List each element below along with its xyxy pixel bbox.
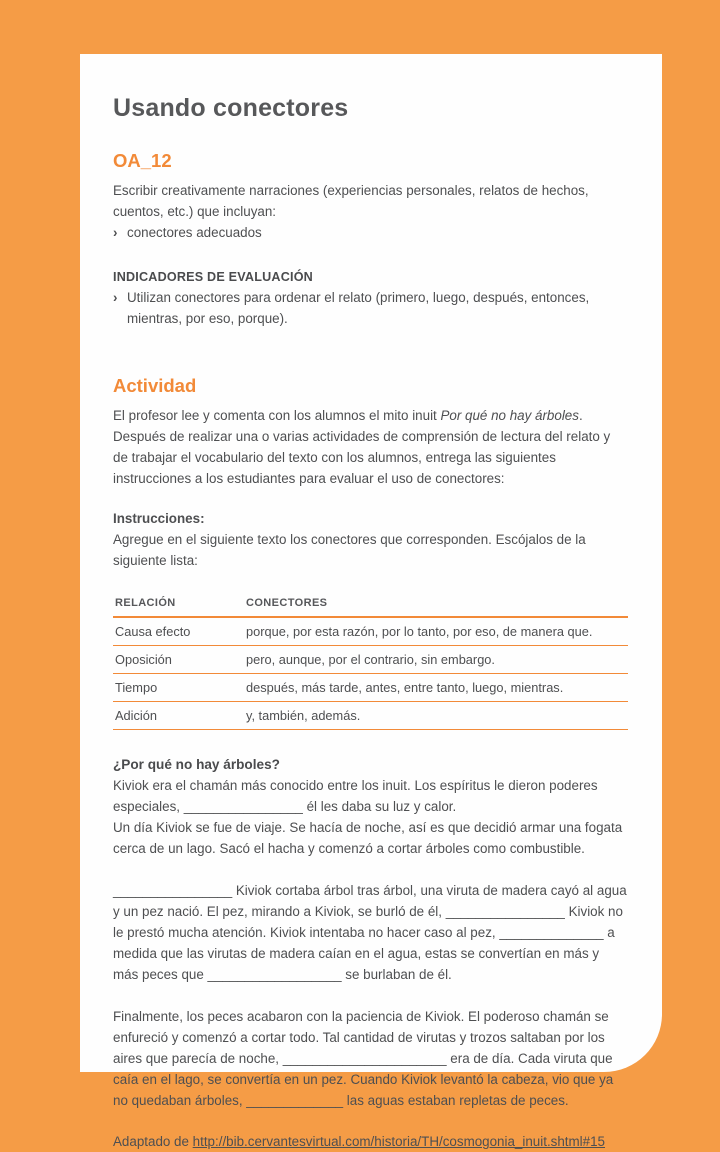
section-indicadores — [113, 270, 628, 329]
instrucciones-label: Instrucciones: — [113, 511, 205, 526]
cell-relacion: Adición — [113, 702, 244, 730]
actividad-intro: El profesor lee y comenta con los alumnos el mito inuit Por qué no hay árboles. Después de realizar una o varias actividades de comprensión de lectura del relato y de trabajar el vocabulario del texto con los alumnos, entrega las siguientes instrucciones a los estudiantes para evaluar el uso de conectores: — [113, 408, 611, 486]
cell-relacion: Tiempo — [113, 674, 244, 702]
table-header-row — [113, 591, 628, 617]
section-actividad — [113, 375, 628, 489]
page-title: Usando conectores — [113, 94, 349, 122]
connectors-table — [113, 591, 628, 730]
bullet-icon: › — [113, 290, 118, 305]
story-paragraph-1: Kiviok era el chamán más conocido entre los inuit. Los espíritus le dieron poderes especiales, ________________ él les daba su luz y calor. — [113, 778, 598, 814]
table-row — [113, 674, 628, 702]
oa-bullet-item — [113, 222, 628, 243]
section-oa — [113, 150, 628, 243]
oa-intro: Escribir creativamente narraciones (experiencias personales, relatos de hechos, cuentos, etc.) que incluyan: — [113, 183, 589, 219]
indicadores-bullet-item — [113, 287, 628, 329]
cell-relacion: Oposición — [113, 646, 244, 674]
story-title: ¿Por qué no hay árboles? — [113, 757, 280, 772]
indicadores-bullet-text: Utilizan conectores para ordenar el relato (primero, luego, después, entonces, mientras, por eso, porque). — [127, 290, 590, 326]
cell-conectores: y, también, además. — [244, 702, 628, 730]
source-prefix: Adaptado de — [113, 1134, 193, 1149]
actividad-heading: Actividad — [113, 375, 197, 396]
story-paragraph-2: Un día Kiviok se fue de viaje. Se hacía de noche, así es que decidió armar una fogata cerca de un lago. Sacó el hacha y comenzó a cortar árboles como combustible. — [113, 820, 623, 856]
instrucciones-block — [113, 508, 628, 571]
source-line — [113, 1131, 628, 1152]
worksheet-page — [80, 54, 662, 1149]
bullet-icon: › — [113, 225, 118, 240]
story-paragraph-3: ________________ Kiviok cortaba árbol tras árbol, una viruta de madera cayó al agua y un pez nació. El pez, mirando a Kiviok, se burló de él, ________________ Kiviok no le prestó mucha atención. Kiviok intentaba no hacer caso al pez, ______________ a medida que las virutas de madera caían en el agua, estas se convertían en más y más peces que __________________ se burlaban de él. — [113, 883, 627, 982]
col-header-relacion: RELACIÓN — [113, 591, 244, 617]
cell-conectores: después, más tarde, antes, entre tanto, luego, mientras. — [244, 674, 628, 702]
table-row — [113, 702, 628, 730]
instrucciones-text: Agregue en el siguiente texto los conectores que corresponden. Escójalos de la siguiente lista: — [113, 532, 586, 568]
indicadores-heading: INDICADORES DE EVALUACIÓN — [113, 270, 313, 284]
table-row — [113, 617, 628, 646]
table-row — [113, 646, 628, 674]
oa-bullet-text: conectores adecuados — [127, 225, 262, 240]
col-header-conectores: CONECTORES — [244, 591, 628, 617]
story-paragraph-4: Finalmente, los peces acabaron con la paciencia de Kiviok. El poderoso chamán se enfureció y comenzó a cortar todo. Tal cantidad de virutas y trozos saltaban por los aires que parecía de noche, ______________________ era de día. Cada viruta que caía en el lago, se convertía en un pez. Cuando Kiviok levantó la cabeza, vio que ya no quedaban árboles, _____________ las aguas estaban repletas de peces. — [113, 1009, 614, 1108]
source-link[interactable]: http://bib.cervantesvirtual.com/historia/TH/cosmogonia_inuit.shtml#15 — [192, 1134, 605, 1149]
oa-heading: OA_12 — [113, 150, 172, 171]
story-block — [113, 754, 628, 1111]
cell-conectores: pero, aunque, por el contrario, sin embargo. — [244, 646, 628, 674]
cell-relacion: Causa efecto — [113, 617, 244, 646]
cell-conectores: porque, por esta razón, por lo tanto, por eso, de manera que. — [244, 617, 628, 646]
